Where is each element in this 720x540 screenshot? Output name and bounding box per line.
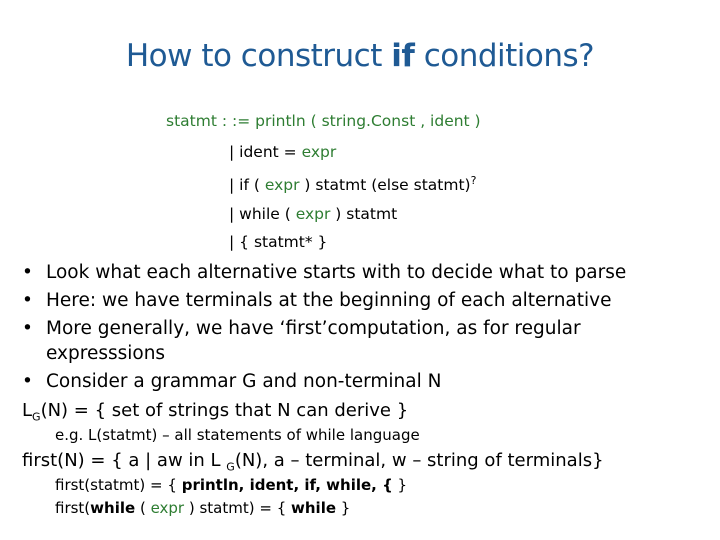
bullet-item: • More generally, we have ‘first’computation, as for regular [22,318,581,339]
title-pre: How to construct [125,38,392,74]
expr-label: expr [301,143,337,161]
language-definition: $L_G(N)$ = { set of strings that N can derive } [22,400,409,424]
first-definition: first(N) = { a | aw in L $_G$(N), a – terminal, w – string of terminals} [22,450,604,474]
bullet-continuation: expresssions [46,343,166,364]
bullet-item: • Here: we have terminals at the beginning of each alternative [22,290,612,311]
title-post: conditions? [414,38,595,74]
expr-label: expr [264,176,300,195]
grammar-line-while: | while ( expr ) statmt [229,205,398,223]
grammar-line-if: | if ( expr ) statmt (else statmt)? [229,174,477,195]
example-line: e.g. L(statmt) – all statements of while language [55,426,420,444]
first-while-line: first(while ( expr ) statmt) = { while } [55,499,351,517]
first-statmt-line: first(statmt) = { println, ident, if, while, { } [55,476,408,494]
bullet-item: • Consider a grammar G and non-terminal N [22,371,442,392]
grammar-line-assign: | ident = expr [229,143,337,161]
expr-label: expr [150,499,185,517]
slide-title [0,38,720,74]
grammar-line-block: | { statmt* } [229,233,328,251]
expr-label: expr [295,205,331,223]
grammar-line-println: statmt : := println ( string.Const , ident ) [166,112,481,130]
title-keyword: if [391,38,415,74]
bullet-item: • Look what each alternative starts with to decide what to parse [22,262,627,283]
